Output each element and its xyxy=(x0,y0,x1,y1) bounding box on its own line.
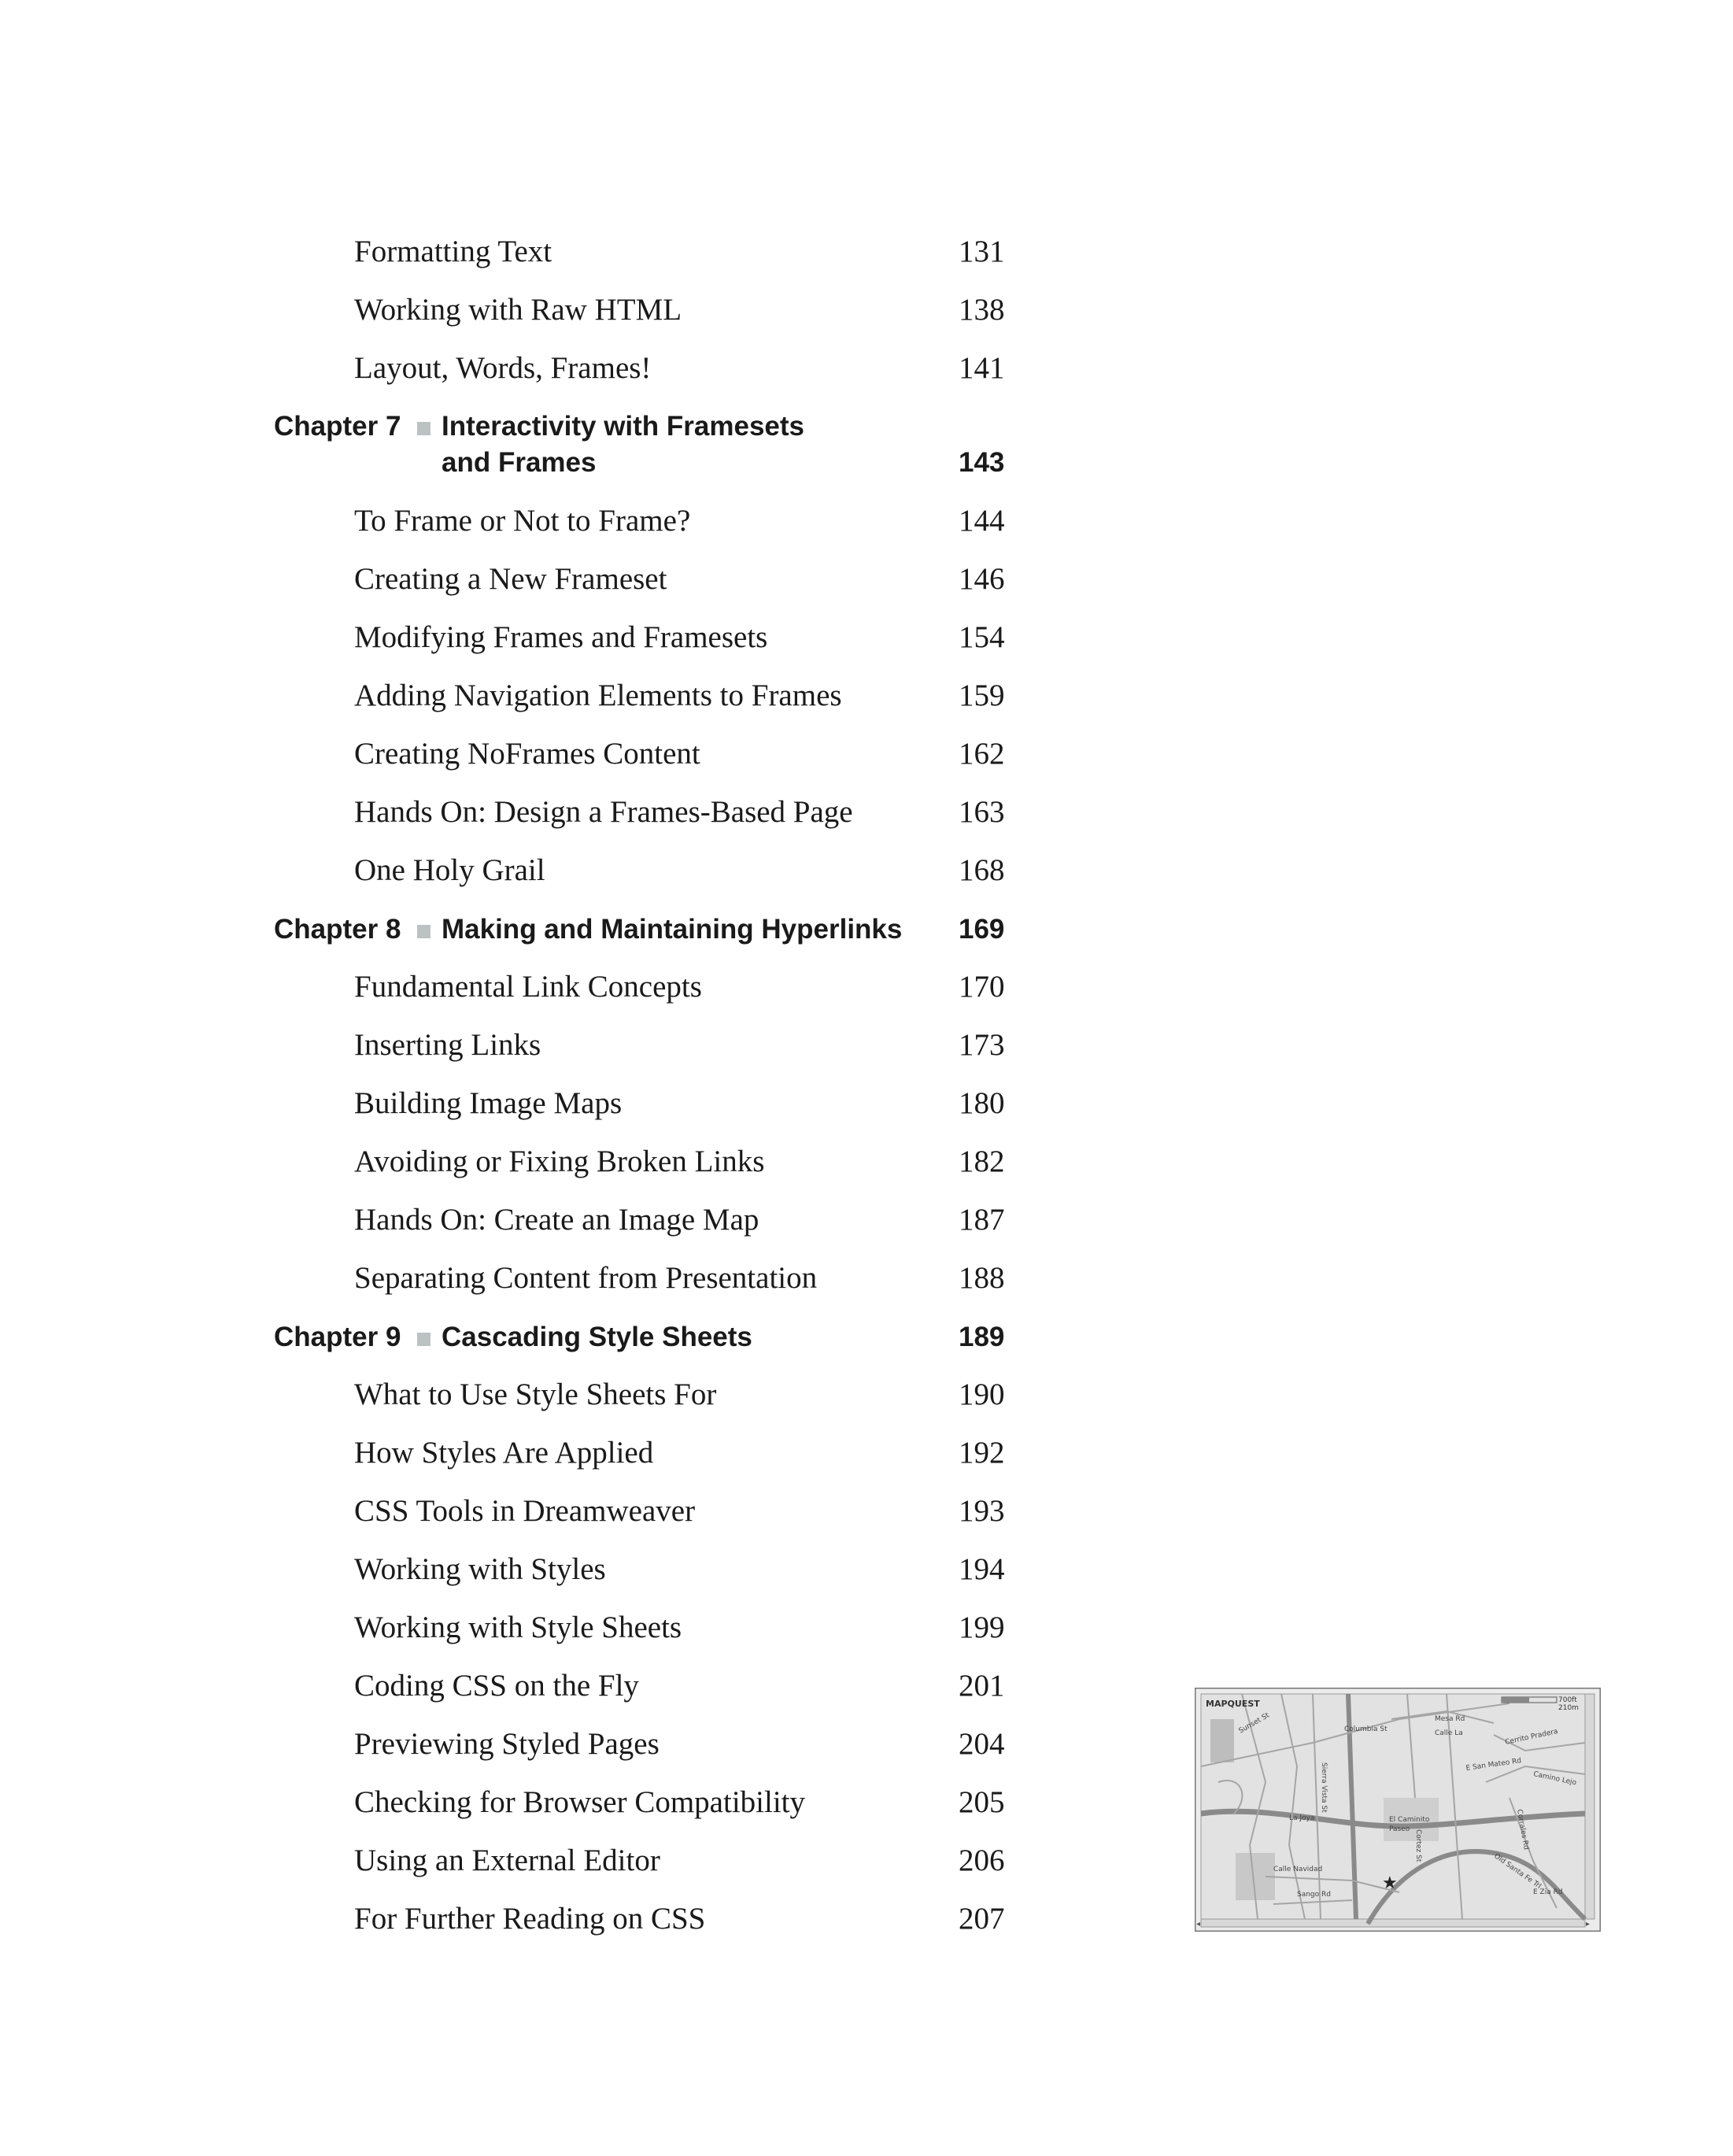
chapter-9-heading[interactable] xyxy=(0,1319,1733,1355)
toc-entry-page: 154 xyxy=(959,620,1005,654)
toc-entry-title: Checking for Browser Compatibility xyxy=(354,1785,806,1819)
toc-entry-title: Hands On: Create an Image Map xyxy=(354,1203,759,1237)
street-label: Calle Navidad xyxy=(1273,1866,1323,1873)
toc-entry-title: Working with Raw HTML xyxy=(354,293,682,327)
vertical-scrollbar[interactable] xyxy=(1585,1694,1594,1919)
chapter-title: Cascading Style Sheets xyxy=(442,1322,752,1352)
scroll-right-arrow-icon: ▸ xyxy=(1586,1920,1591,1929)
toc-entry-title: Working with Style Sheets xyxy=(354,1611,682,1644)
toc-entry[interactable] xyxy=(0,735,1733,773)
toc-entry[interactable] xyxy=(0,968,1733,1006)
toc-entry-page: 170 xyxy=(959,970,1005,1004)
toc-entry-title: Coding CSS on the Fly xyxy=(354,1669,639,1703)
toc-entry[interactable] xyxy=(0,1085,1733,1122)
toc-entry-page: 146 xyxy=(959,562,1005,596)
chapter-page: 143 xyxy=(959,447,1005,478)
toc-entry[interactable] xyxy=(0,793,1733,831)
toc-entry-page: 162 xyxy=(959,737,1005,771)
park-area xyxy=(1210,1719,1234,1762)
toc-entry-page: 141 xyxy=(959,351,1005,385)
toc-entry[interactable] xyxy=(0,1026,1733,1064)
toc-entry[interactable] xyxy=(0,233,1733,271)
square-bullet-icon xyxy=(417,422,430,435)
toc-entry-page: 187 xyxy=(959,1203,1005,1237)
toc-entry-page: 205 xyxy=(959,1785,1005,1819)
chapter-7-heading[interactable] xyxy=(0,409,1733,484)
street-label: Calle La xyxy=(1435,1729,1463,1737)
toc-entry[interactable] xyxy=(0,619,1733,656)
toc-entry-title: Adding Navigation Elements to Frames xyxy=(354,679,842,712)
map-scale-bar-fill xyxy=(1502,1697,1529,1703)
square-bullet-icon xyxy=(417,1333,430,1346)
chapter-label: Chapter 7 xyxy=(274,411,401,442)
location-star-icon: ★ xyxy=(1382,1873,1398,1893)
toc-entry-page: 199 xyxy=(959,1611,1005,1644)
toc-entry-title: Avoiding or Fixing Broken Links xyxy=(354,1145,765,1178)
street-label: Old Santa Fe Trl xyxy=(1492,1852,1543,1891)
chapter-page: 169 xyxy=(959,914,1005,945)
toc-entry[interactable] xyxy=(0,1434,1733,1472)
toc-entry[interactable] xyxy=(0,1143,1733,1181)
toc-entry-page: 144 xyxy=(959,504,1005,538)
toc-entry-page: 173 xyxy=(959,1028,1005,1062)
chapter-title-continued: and Frames xyxy=(442,447,597,478)
toc-entry[interactable] xyxy=(0,349,1733,387)
toc-entry-page: 138 xyxy=(959,293,1005,327)
chapter-title: Interactivity with Framesets xyxy=(442,411,804,442)
toc-entry-page: 188 xyxy=(959,1261,1005,1295)
square-bullet-icon xyxy=(417,925,430,938)
map-scale-bottom: 210m xyxy=(1558,1704,1579,1712)
map-scale-top: 700ft xyxy=(1558,1696,1577,1704)
toc-entry-page: 163 xyxy=(959,795,1005,829)
street-label: E San Mateo Rd xyxy=(1465,1757,1522,1773)
toc-entry-title: Hands On: Design a Frames-Based Page xyxy=(354,795,853,829)
toc-entry[interactable] xyxy=(0,1259,1733,1297)
scroll-left-arrow-icon: ◂ xyxy=(1196,1920,1201,1929)
toc-entry-page: 180 xyxy=(959,1086,1005,1120)
toc-entry-title: Fundamental Link Concepts xyxy=(354,970,702,1004)
chapter-label: Chapter 9 xyxy=(274,1322,401,1352)
toc-entry-title: To Frame or Not to Frame? xyxy=(354,504,691,538)
street-label: La Joya xyxy=(1289,1814,1315,1822)
toc-entry-page: 168 xyxy=(959,853,1005,887)
street-label: Paseo xyxy=(1389,1825,1410,1833)
toc-entry[interactable] xyxy=(0,677,1733,715)
street-label: Mesa Rd xyxy=(1435,1715,1465,1723)
street-label: Cerrito Pradera xyxy=(1504,1727,1559,1747)
toc-entry-page: 206 xyxy=(959,1844,1005,1877)
toc-entry-title: Formatting Text xyxy=(354,235,552,268)
toc-entry-title: One Holy Grail xyxy=(354,853,545,887)
toc-entry[interactable] xyxy=(0,560,1733,598)
toc-entry[interactable] xyxy=(0,1492,1733,1530)
toc-entry-page: 193 xyxy=(959,1494,1005,1528)
toc-entry-title: Previewing Styled Pages xyxy=(354,1727,660,1761)
map-logo: MAPQUEST xyxy=(1206,1699,1260,1709)
chapter-title: Making and Maintaining Hyperlinks xyxy=(442,914,903,945)
toc-entry-title: Building Image Maps xyxy=(354,1086,623,1120)
toc-entry-page: 201 xyxy=(959,1669,1005,1703)
toc-entry[interactable] xyxy=(0,502,1733,540)
toc-entry-page: 204 xyxy=(959,1727,1005,1761)
toc-entry-title: What to Use Style Sheets For xyxy=(354,1378,717,1411)
street-label: Sango Rd xyxy=(1297,1891,1331,1899)
chapter-label: Chapter 8 xyxy=(274,914,401,945)
street-label: Sunset St xyxy=(1237,1711,1271,1736)
toc-entry-title: Inserting Links xyxy=(354,1028,541,1062)
toc-entry-page: 190 xyxy=(959,1378,1005,1411)
toc-entry[interactable] xyxy=(0,291,1733,329)
street-label: Sierra Vista St xyxy=(1320,1762,1328,1813)
toc-entry-title: Working with Styles xyxy=(354,1552,606,1586)
street-label: Corrales Rd xyxy=(1515,1808,1530,1851)
toc-entry-page: 182 xyxy=(959,1145,1005,1178)
toc-entry-title: CSS Tools in Dreamweaver xyxy=(354,1494,696,1528)
toc-entry-title: Separating Content from Presentation xyxy=(354,1261,818,1295)
toc-entry-title: Creating a New Frameset xyxy=(354,562,667,596)
toc-entry[interactable] xyxy=(0,1376,1733,1414)
toc-entry[interactable] xyxy=(0,852,1733,889)
toc-entry-page: 131 xyxy=(959,235,1005,268)
toc-entry[interactable] xyxy=(0,1609,1733,1647)
toc-entry-title: How Styles Are Applied xyxy=(354,1436,654,1470)
chapter-8-heading[interactable] xyxy=(0,912,1733,948)
street-label: E Zia Rd xyxy=(1533,1888,1563,1896)
toc-entry-title: Using an External Editor xyxy=(354,1844,660,1877)
toc-entry[interactable] xyxy=(0,1551,1733,1588)
street-label: Columbia St xyxy=(1344,1725,1388,1733)
toc-entry-title: Layout, Words, Frames! xyxy=(354,351,652,385)
toc-entry-page: 159 xyxy=(959,679,1005,712)
street-label: Cortez St xyxy=(1414,1829,1422,1862)
toc-entry-title: For Further Reading on CSS xyxy=(354,1902,706,1936)
horizontal-scrollbar[interactable] xyxy=(1201,1919,1585,1927)
toc-entry-title: Modifying Frames and Framesets xyxy=(354,620,768,654)
toc-entry-page: 192 xyxy=(959,1436,1005,1470)
street-map-figure xyxy=(1195,1688,1601,1932)
toc-entry-title: Creating NoFrames Content xyxy=(354,737,700,771)
toc-entry[interactable] xyxy=(0,1201,1733,1239)
street-label: El Caminito xyxy=(1389,1816,1430,1824)
toc-entry-page: 207 xyxy=(959,1902,1005,1936)
chapter-page: 189 xyxy=(959,1322,1005,1352)
street-label: Camino Lejo xyxy=(1532,1770,1577,1788)
toc-entry-page: 194 xyxy=(959,1552,1005,1586)
